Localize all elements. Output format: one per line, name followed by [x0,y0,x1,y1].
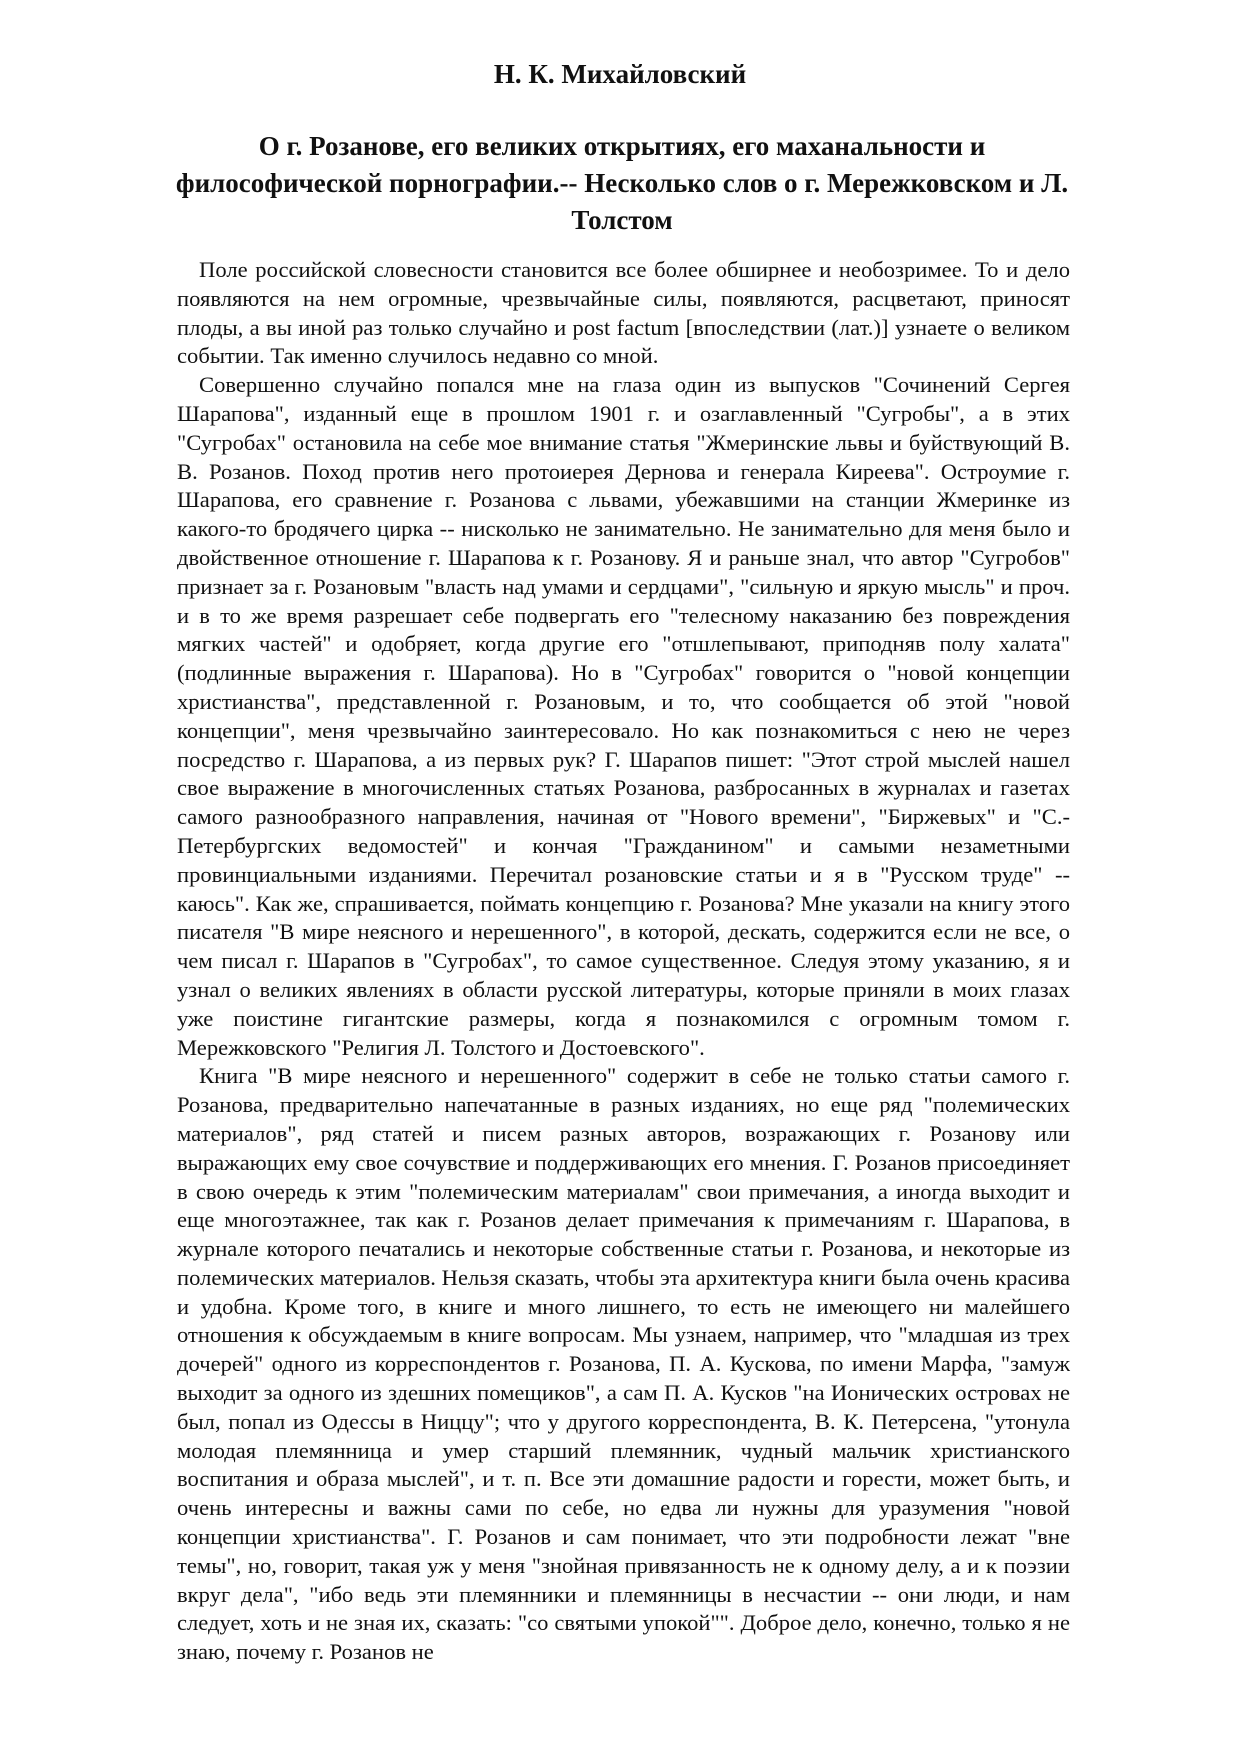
paragraph: Поле российской словесности становится все более обширнее и необозримее. То и дело появляются на нем огромные, чрезвычайные силы, появляются, расцветают, приносят плоды, а вы иной раз только случайно и post factum [впоследствии (лат.)] узнаете о великом событии. Так именно случилось недавно со мной. [177,257,1070,369]
author-name: Н. К. Михайловский [493,59,747,89]
article-title: О г. Розанове, его великих открытиях, его маханальности и философической порнографии.-- Несколько слов о г. Мережковском и Л. Толстом [175,131,1069,235]
article-body [177,256,1070,1667]
paragraph: Совершенно случайно попался мне на глаза один из выпусков "Сочинений Сергея Шарапова", изданный еще в прошлом 1901 г. и озаглавленный "Сугробы", а в этих "Сугробах" остановила на себе мое внимание статья "Жмеринские львы и буйствующий В. В. Розанов. Поход против него протоиерея Дернова и генерала Киреева". Остроумие г. Шарапова, его сравнение г. Розанова с львами, убежавшими на станции Жмеринке из какого-то бродячего цирка -- нисколько не занимательно. Не занимательно для меня было и двойственное отношение г. Шарапова к г. Розанову. Я и раньше знал, что автор "Сугробов" признает за г. Розановым "власть над умами и сердцами", "сильную и яркую мысль" и проч. и в то же время разрешает себе подвергать его "телесному наказанию без повреждения мягких частей" и одобряет, когда другие его "отшлепывают, приподняв полу халата" (подлинные выражения г. Шарапова). Но в "Сугробах" говорится о "новой концепции христианства", представленной г. Розановым, и то, что сообщается об этой "новой концепции", меня чрезвычайно заинтересовало. Но как познакомиться с нею не через посредство г. Шарапова, а из первых рук? Г. Шарапов пишет: "Этот строй мыслей нашел свое выражение в многочисленных статьях Розанова, разбросанных в журналах и газетах самого разнообразного направления, начиная от "Нового времени", "Биржевых" и "С.-Петербургских ведомостей" и кончая "Гражданином" и самыми незаметными провинциальными изданиями. Перечитал розановские статьи и я в "Русском труде" -- каюсь". Как же, спрашивается, поймать концепцию г. Розанова? Мне указали на книгу этого писателя "В мире неясного и нерешенного", в которой, дескать, содержится если не все, о чем писал г. Шарапов в "Сугробах", то самое существенное. Следуя этому указанию, я и узнал о великих явлениях в области русской литературы, которые приняли в моих глазах уже поистине гигантские размеры, когда я познакомился с огромным томом г. Мережковского "Религия Л. Толстого и Достоевского". [177,372,1070,1060]
paragraph: Книга "В мире неясного и нерешенного" содержит в себе не только статьи самого г. Розанова, предварительно напечатанные в разных изданиях, но еще ряд "полемических материалов", ряд статей и писем разных авторов, возражающих г. Розанову или выражающих ему свое сочувствие и поддерживающих его мнения. Г. Розанов присоединяет в свою очередь к этим "полемическим материалам" свои примечания, а иногда выходит и еще многоэтажнее, так как г. Розанов делает примечания к примечаниям г. Шарапова, в журнале которого печатались и некоторые собственные статьи г. Розанова, и некоторые из полемических материалов. Нельзя сказать, чтобы эта архитектура книги была очень красива и удобна. Кроме того, в книге и много лишнего, то есть не имеющего ни малейшего отношения к обсуждаемым в книге вопросам. Мы узнаем, например, что "младшая из трех дочерей" одного из корреспондентов г. Розанова, П. А. Кускова, по имени Марфа, "замуж выходит за одного из здешних помещиков", а сам П. А. Кусков "на Ионических островах не был, попал из Одессы в Ниццу"; что у другого корреспондента, В. К. Петерсена, "утонула молодая племянница и умер старший племянник, чудный мальчик христианского воспитания и образа мыслей", и т. п. Все эти домашние радости и горести, может быть, и очень интересны и важны сами по себе, но едва ли нужны для уразумения "новой концепции христианства". Г. Розанов и сам понимает, что эти подробности лежат "вне темы", но, говорит, такая уж у меня "знойная привязанность не к одному делу, а и к поэзии вкруг дела", "ибо ведь эти племянники и племянницы в несчастии -- они люди, и нам следует, хоть и не зная их, сказать: "со святыми упокой"". Доброе дело, конечно, только я не знаю, почему г. Розанов не [177,1063,1070,1665]
